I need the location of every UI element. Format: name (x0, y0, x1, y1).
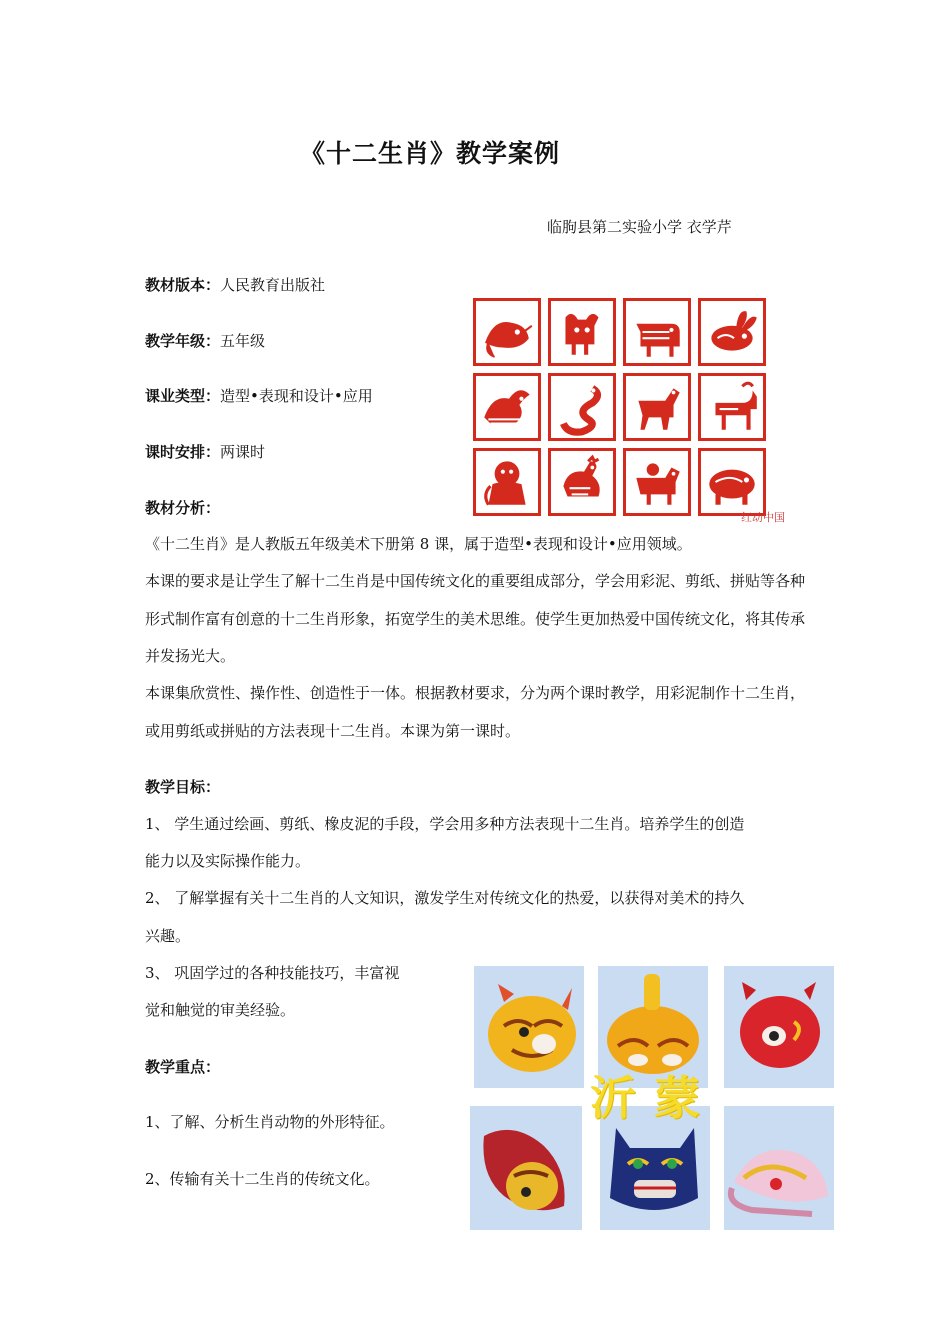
meta-type: 课业类型：造型•表现和设计•应用 (145, 387, 373, 405)
key-point-2: 2、传输有关十二生肖的传统文化。 (145, 1170, 380, 1188)
analysis-heading: 教材分析： (145, 499, 221, 517)
goals-heading: 教学目标： (145, 778, 221, 796)
goal-1-line-2: 能力以及实际操作能力。 (145, 852, 311, 870)
zodiac-dog-icon (623, 448, 691, 516)
zodiac-rat-icon (473, 298, 541, 366)
zodiac-tiger-icon (623, 298, 691, 366)
goal-2-line-1: 2、 了解掌握有关十二生肖的人文知识，激发学生对传统文化的热爱，以获得对美术的持久 (145, 889, 745, 907)
tiger-crafts-image (470, 966, 836, 1230)
zodiac-monkey-icon (473, 448, 541, 516)
zodiac-ox-icon (548, 298, 616, 366)
goal-2-line-2: 兴趣。 (145, 927, 191, 945)
crafts-watermark: 沂蒙 (590, 1071, 718, 1125)
zodiac-goat-icon (698, 373, 766, 441)
goal-3-line-1: 3、 巩固学过的各种技能技巧，丰富视 (145, 964, 400, 982)
zodiac-pig-icon (698, 448, 766, 516)
zodiac-watermark: 红动中国 (741, 511, 785, 524)
tiger-shoe-photo-1 (470, 1106, 582, 1230)
analysis-paragraph-1: 《十二生肖》是人教版五年级美术下册第 8 课，属于造型•表现和设计•应用领域。 (145, 535, 692, 553)
zodiac-rabbit-icon (698, 298, 766, 366)
zodiac-rooster-icon (548, 448, 616, 516)
tiger-pillow-photo-1 (474, 966, 584, 1088)
zodiac-papercut-image (469, 295, 785, 524)
meta-grade: 教学年级：五年级 (145, 332, 266, 350)
author-line: 临朐县第二实验小学 衣学芹 (547, 218, 732, 236)
zodiac-horse-icon (623, 373, 691, 441)
meta-hours: 课时安排：两课时 (145, 443, 266, 461)
tiger-slipper-photo (724, 1106, 834, 1230)
analysis-paragraph-3: 本课集欣赏性、操作性、创造性于一体。根据教材要求，分为两个课时教学，用彩泥制作十二生肖，或用剪纸或拼贴的方法表现十二生肖。本课为第一课时。 (145, 684, 806, 740)
page-title: 《十二生肖》教学案例 (299, 139, 560, 168)
key-points-heading: 教学重点： (145, 1058, 221, 1076)
tiger-pillow-photo-3 (724, 966, 834, 1088)
goal-1-line-1: 1、 学生通过绘画、剪纸、橡皮泥的手段，学会用多种方法表现十二生肖。培养学生的创造 (145, 815, 745, 833)
goal-3-line-2: 觉和触觉的审美经验。 (145, 1001, 296, 1019)
meta-edition: 教材版本：人民教育出版社 (145, 276, 326, 294)
key-point-1: 1、了解、分析生肖动物的外形特征。 (145, 1113, 395, 1131)
zodiac-snake-icon (548, 373, 616, 441)
analysis-paragraph-2: 本课的要求是让学生了解十二生肖是中国传统文化的重要组成部分，学会用彩泥、剪纸、拼贴等各种形式制作富有创意的十二生肖形象，拓宽学生的美术思维。使学生更加热爱中国传统文化，将其传承并发扬光大。 (145, 572, 806, 665)
zodiac-dragon-icon (473, 373, 541, 441)
